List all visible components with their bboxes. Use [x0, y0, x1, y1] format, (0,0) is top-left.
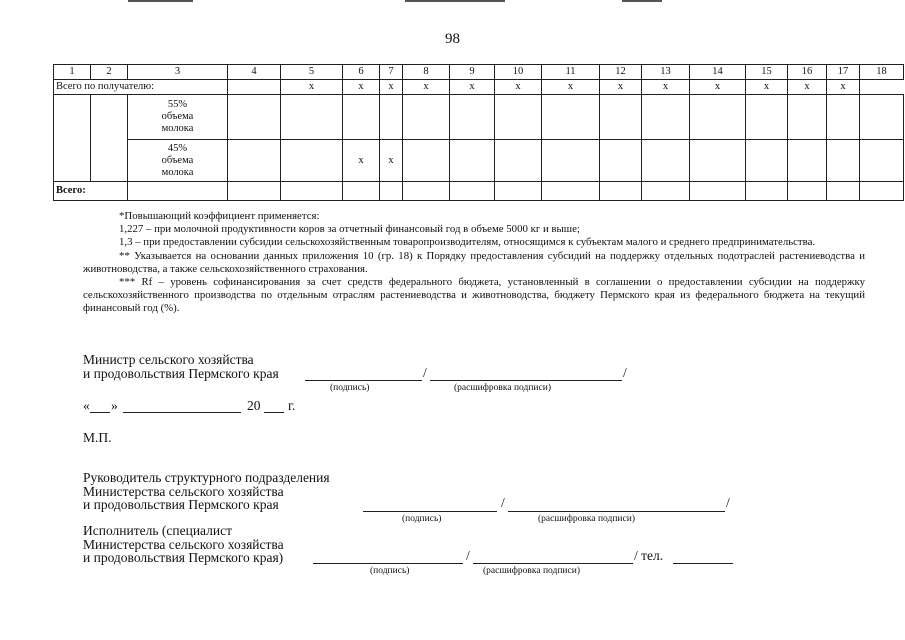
executor-line-3: и продовольствия Пермского края)	[83, 550, 284, 565]
header-cell: 15	[746, 65, 788, 80]
table-cell	[860, 182, 904, 201]
table-cell	[380, 95, 403, 140]
table-cell	[642, 95, 690, 140]
table-cell: x	[380, 80, 403, 95]
minister-caption-sign: (подпись)	[330, 383, 370, 393]
executor-caption-decode: (расшифровка подписи)	[483, 566, 580, 576]
header-cell: 16	[788, 65, 827, 80]
table-cell	[495, 95, 542, 140]
table-cell: x	[281, 80, 343, 95]
table-cell	[542, 140, 600, 182]
total-label: Всего:	[54, 182, 128, 201]
table-cell	[788, 95, 827, 140]
table-cell: x	[450, 80, 495, 95]
table-cell	[600, 182, 642, 201]
table-cell	[746, 140, 788, 182]
table-cell	[403, 140, 450, 182]
minister-signature-line[interactable]	[305, 380, 422, 381]
table-cell	[450, 95, 495, 140]
table-cell: x	[343, 140, 380, 182]
executor-tel-label: / тел.	[634, 548, 664, 563]
date-year-prefix: 20	[247, 398, 261, 413]
total-by-recipient-row	[54, 80, 904, 95]
top-edge-rule-right	[622, 0, 662, 2]
table-cell	[281, 140, 343, 182]
header-cell: 9	[450, 65, 495, 80]
table-cell	[228, 140, 281, 182]
table-cell: x	[343, 80, 380, 95]
table-cell	[642, 140, 690, 182]
head-slash: /	[501, 495, 505, 510]
table-cell	[91, 95, 128, 182]
header-cell: 5	[281, 65, 343, 80]
table-cell	[600, 140, 642, 182]
table-cell: x	[495, 80, 542, 95]
table-cell	[495, 140, 542, 182]
header-cell: 4	[228, 65, 281, 80]
executor-phone-line[interactable]	[673, 563, 733, 564]
table-cell	[690, 95, 746, 140]
table-cell	[860, 95, 904, 140]
table-cell: x	[600, 80, 642, 95]
subsidy-table	[53, 64, 904, 201]
header-cell: 18	[860, 65, 904, 80]
table-cell: x	[403, 80, 450, 95]
table-cell: x	[542, 80, 600, 95]
total-row	[54, 182, 904, 201]
top-edge-rule-middle	[405, 0, 505, 2]
note-coefficient-a: 1,227 – при молочной продуктивности коров за отчетный финансовый год в объеме 5000 кг и выше;	[119, 223, 580, 236]
head-caption-sign: (подпись)	[402, 514, 442, 524]
header-cell: 2	[91, 65, 128, 80]
executor-slash: /	[466, 548, 470, 563]
date-day-line[interactable]	[90, 412, 110, 413]
table-cell	[228, 182, 281, 201]
date-close-quote: »	[111, 398, 118, 413]
date-year-line[interactable]	[264, 412, 284, 413]
note-coefficient-b: 1,3 – при предоставлении субсидии сельскохозяйственным товаропроизводителям, относящимся к субъектам малого и среднего предпринимательства.	[119, 236, 816, 249]
head-slash-end: /	[726, 495, 730, 510]
table-cell	[746, 95, 788, 140]
table-cell	[642, 182, 690, 201]
page-number: 98	[445, 31, 460, 47]
minister-line-2: и продовольствия Пермского края	[83, 366, 279, 381]
head-line-3: и продовольствия Пермского края	[83, 497, 279, 512]
minister-decode-line[interactable]	[430, 380, 622, 381]
total-by-recipient-label: Всего по получателю:	[54, 80, 228, 95]
table-cell	[403, 95, 450, 140]
row-45-percent	[54, 140, 904, 182]
table-cell	[228, 95, 281, 140]
date-month-line[interactable]	[123, 412, 241, 413]
row-45-label: 45% объема молока	[128, 140, 228, 182]
head-signature-line[interactable]	[363, 511, 497, 512]
table-cell	[281, 182, 343, 201]
table-cell: x	[642, 80, 690, 95]
table-cell: x	[827, 80, 860, 95]
head-decode-line[interactable]	[508, 511, 725, 512]
table-cell: x	[788, 80, 827, 95]
executor-line-1: Исполнитель (специалист	[83, 523, 233, 538]
executor-line-2: Министерства сельского хозяйства	[83, 536, 284, 552]
executor-caption-sign: (подпись)	[370, 566, 410, 576]
head-line-2: Министерства сельского хозяйства	[83, 483, 284, 499]
table-cell: x	[380, 140, 403, 182]
executor-title	[83, 524, 284, 565]
header-cell: 6	[343, 65, 380, 80]
table-cell	[403, 182, 450, 201]
table-cell	[746, 182, 788, 201]
table-cell	[542, 182, 600, 201]
row-55-label: 55% объема молока	[128, 95, 228, 140]
table-cell	[450, 182, 495, 201]
header-cell: 13	[642, 65, 690, 80]
table-cell	[788, 182, 827, 201]
table-cell	[860, 140, 904, 182]
table-cell	[281, 95, 343, 140]
header-cell: 17	[827, 65, 860, 80]
table-cell	[827, 140, 860, 182]
header-cell: 7	[380, 65, 403, 80]
table-cell	[54, 95, 91, 182]
top-edge-rule-left	[128, 0, 193, 2]
row-55-percent	[54, 95, 904, 140]
header-row	[54, 65, 904, 80]
head-title	[83, 471, 330, 512]
table-cell	[380, 182, 403, 201]
table-cell	[827, 182, 860, 201]
minister-caption-decode: (расшифровка подписи)	[454, 383, 551, 393]
minister-line-1: Министр сельского хозяйства	[83, 352, 254, 367]
header-cell: 1	[54, 65, 91, 80]
table-cell	[343, 182, 380, 201]
table-cell: x	[690, 80, 746, 95]
minister-title	[83, 353, 279, 381]
note-coefficient-title: *Повышающий коэффициент применяется:	[119, 210, 320, 222]
header-cell: 12	[600, 65, 642, 80]
table-cell	[690, 182, 746, 201]
stamp-placeholder: М.П.	[83, 430, 112, 445]
table-cell	[228, 80, 281, 95]
table-cell	[690, 140, 746, 182]
header-cell: 8	[403, 65, 450, 80]
table-cell	[542, 95, 600, 140]
head-caption-decode: (расшифровка подписи)	[538, 514, 635, 524]
header-cell: 14	[690, 65, 746, 80]
table-cell	[495, 182, 542, 201]
header-cell: 11	[542, 65, 600, 80]
minister-slash-end: /	[623, 365, 627, 380]
head-line-1: Руководитель структурного подразделения	[83, 470, 330, 485]
table-cell	[128, 182, 228, 201]
note-triple-star: *** Rf – уровень софинансирования за счет средств федерального бюджета, установленный в соглашении о предоставлении субсидии на поддержку сельскохозяйственного производства по отдельным отраслям растениеводства и животноводства, бюджету Пермского края из федерального бюджета на текущий финансовый год (%).	[83, 276, 865, 315]
table-cell	[343, 95, 380, 140]
table-cell	[788, 140, 827, 182]
executor-decode-line[interactable]	[473, 563, 633, 564]
table-cell: x	[746, 80, 788, 95]
note-double-star: ** Указывается на основании данных приложения 10 (гр. 18) к Порядку предоставления субсидий на поддержку отдельных подотраслей растениеводства и животноводства, а также сельскохозяйственного страхования.	[83, 249, 865, 275]
date-year-suffix: г.	[288, 398, 296, 413]
date-open-quote: «	[83, 398, 90, 413]
minister-slash: /	[423, 365, 427, 380]
table-cell	[600, 95, 642, 140]
header-cell: 3	[128, 65, 228, 80]
footnotes	[83, 210, 865, 316]
table-cell	[450, 140, 495, 182]
table-cell	[827, 95, 860, 140]
header-cell: 10	[495, 65, 542, 80]
executor-signature-line[interactable]	[313, 563, 463, 564]
